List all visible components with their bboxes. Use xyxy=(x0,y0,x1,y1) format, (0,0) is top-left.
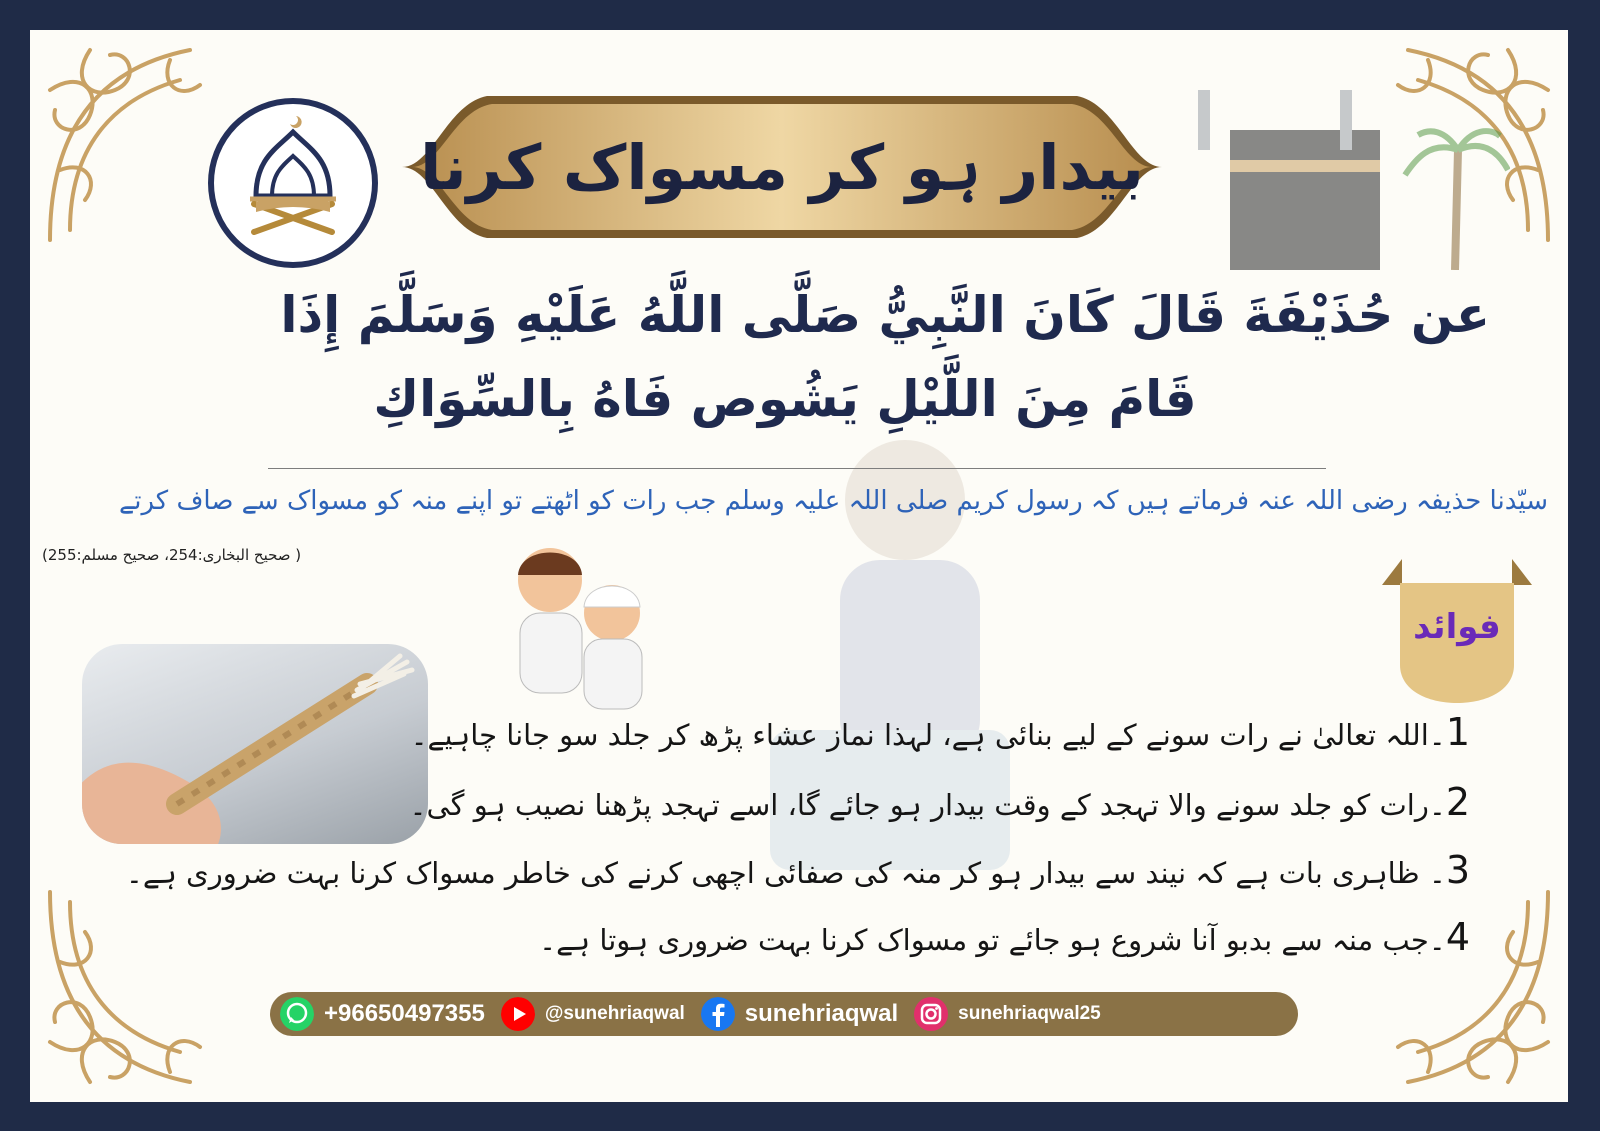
facebook-icon xyxy=(701,997,735,1031)
benefit-number: 4 xyxy=(1445,915,1470,959)
instagram-handle: sunehriaqwal25 xyxy=(958,1003,1101,1024)
benefit-text: ۔جب منہ سے بدبو آنا شروع ہو جائے تو مسواک کرنا بہت ضروری ہوتا ہے۔ xyxy=(539,923,1446,957)
hadith-arabic-line-2: قَامَ مِنَ اللَّيْلِ يَشُوص فَاهُ بِالسِّوَاكِ xyxy=(373,370,1197,428)
benefit-number: 1 xyxy=(1445,710,1470,754)
title-banner xyxy=(392,74,1172,260)
benefit-item-4 xyxy=(539,915,1470,959)
instagram-icon xyxy=(914,997,948,1031)
children-praying-illustration xyxy=(480,535,680,715)
hadith-reference: ( صحیح البخاری:254، صحیح مسلم:255) xyxy=(42,546,302,564)
phone-number: +96650497355 xyxy=(324,1000,485,1027)
benefits-ribbon xyxy=(1382,555,1532,705)
benefit-number: 2 xyxy=(1445,780,1470,824)
contact-bar xyxy=(270,992,1298,1036)
benefits-heading: فوائد xyxy=(1413,607,1501,647)
corner-ornament-bottom-right xyxy=(1338,872,1568,1102)
corner-ornament-bottom-left xyxy=(30,872,260,1102)
divider-line xyxy=(268,468,1326,469)
benefit-item-3 xyxy=(126,848,1470,892)
page-title: بیدار ہو کر مسواک کرنا xyxy=(420,130,1144,204)
facebook-handle: sunehriaqwal xyxy=(744,1000,899,1027)
brand-logo xyxy=(208,98,378,268)
facebook-contact[interactable] xyxy=(701,997,898,1031)
youtube-contact[interactable] xyxy=(501,997,685,1031)
benefit-text: ۔اللہ تعالیٰ نے رات سونے کے لیے بنائی ہے، لہذا نماز عشاء پڑھ کر جلد سو جانا چاہیے۔ xyxy=(410,718,1446,752)
poster-card xyxy=(30,30,1568,1102)
youtube-handle: @sunehriaqwal xyxy=(544,1003,685,1024)
youtube-icon xyxy=(501,997,535,1031)
benefit-number: 3 xyxy=(1445,848,1470,892)
benefit-text: ۔رات کو جلد سونے والا تہجد کے وقت بیدار ہو جائے گا، اسے تہجد پڑھنا نصیب ہو گی۔ xyxy=(409,788,1446,822)
benefit-item-1 xyxy=(411,710,1470,754)
whatsapp-contact[interactable] xyxy=(280,997,485,1031)
instagram-contact[interactable] xyxy=(914,997,1101,1031)
miswak-photo xyxy=(82,644,428,844)
hadith-arabic-line-1: عن حُذَيْفَةَ قَالَ كَانَ النَّبِيُّ صَلَّى اللَّهُ عَلَيْهِ وَسَلَّمَ إِذَا xyxy=(280,286,1490,344)
benefit-item-2 xyxy=(410,780,1470,824)
kaaba-illustration xyxy=(1190,90,1510,270)
benefit-text: ۔ ظاہری بات ہے کہ نیند سے بیدار ہو کر منہ کی صفائی اچھی کرنے کی خاطر مسواک کرنا بہت ضروری ہے۔ xyxy=(125,856,1446,890)
whatsapp-icon xyxy=(280,997,314,1031)
urdu-translation: سیّدنا حذیفہ رضی اللہ عنہ فرماتے ہیں کہ رسول کریم صلی اللہ علیہ وسلم جب رات کو اٹھتے تو اپنے منہ کو مسواک سے صاف کرتے xyxy=(118,486,1548,516)
